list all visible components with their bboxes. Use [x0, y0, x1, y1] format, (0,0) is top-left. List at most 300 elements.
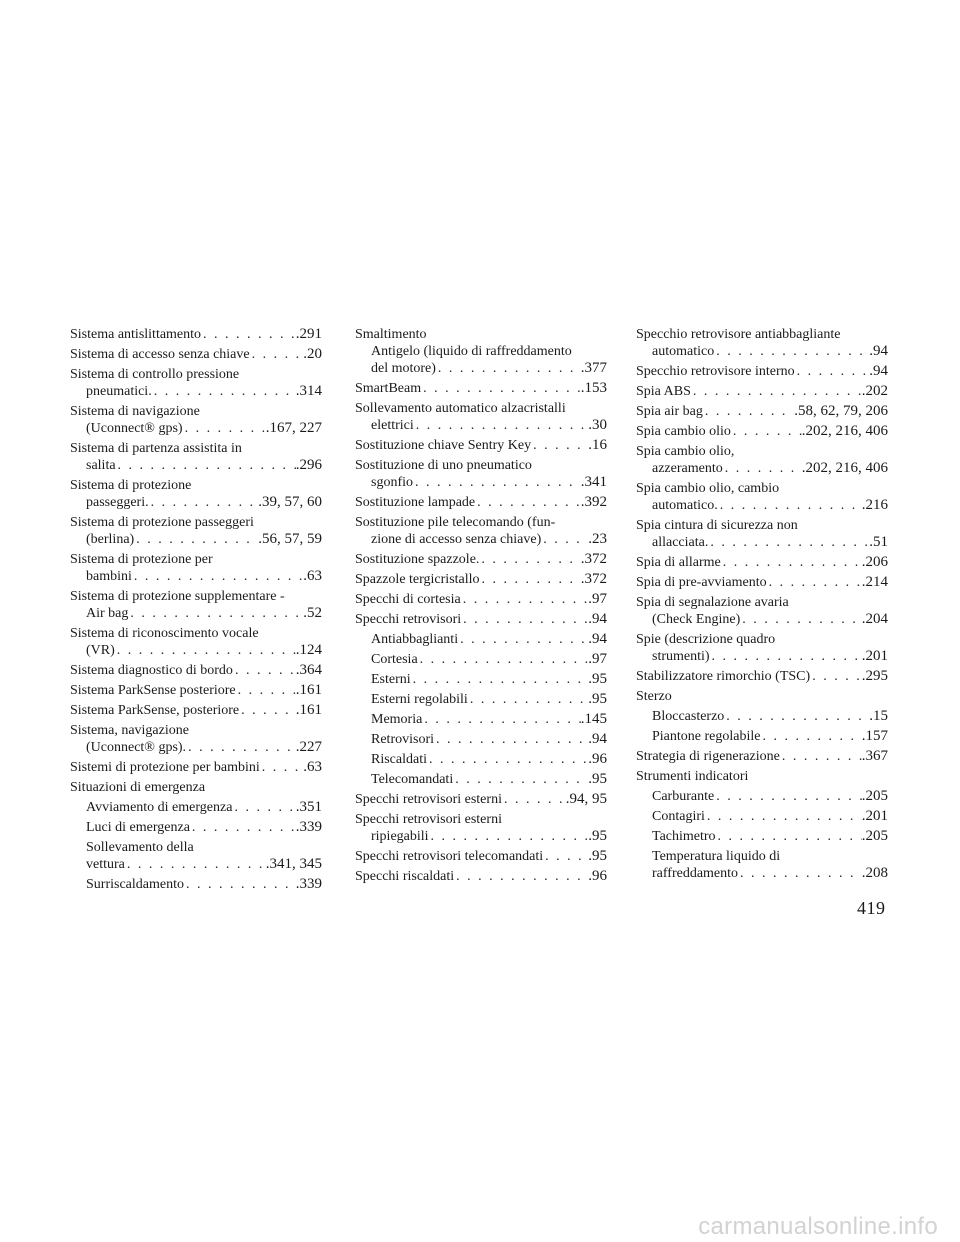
index-entry-text: Sistema di protezione per	[70, 552, 213, 567]
index-entry-page: .16	[588, 437, 607, 453]
dot-leader	[232, 799, 295, 816]
index-entry	[355, 611, 607, 628]
index-entry-text: Carburante	[652, 789, 715, 804]
index-entry	[70, 819, 322, 836]
index-entry	[355, 457, 607, 474]
index-entry-page: .95	[588, 691, 607, 707]
index-entry	[70, 383, 322, 400]
index-entry	[70, 514, 322, 531]
index-entry	[355, 437, 607, 454]
index-entry-page: .95	[588, 848, 607, 864]
dot-leader	[149, 494, 259, 511]
index-entry-text: Sistema ParkSense posteriore	[70, 683, 236, 698]
index-entry	[355, 731, 607, 748]
index-entry	[636, 631, 888, 648]
index-entry-text: Esterni	[371, 672, 411, 687]
dot-leader	[479, 551, 580, 568]
index-entry-page: .367	[861, 748, 888, 764]
dot-leader	[128, 605, 303, 622]
index-column-2	[355, 326, 607, 885]
index-entry-text: Sollevamento automatico alzacristalli	[355, 401, 566, 416]
index-entry-text: azzeramento	[652, 461, 723, 476]
index-entry	[636, 648, 888, 665]
index-entry-text: Sistema di navigazione	[70, 404, 200, 419]
index-entry-page: .296	[295, 457, 322, 473]
index-entry	[70, 856, 322, 873]
dot-leader	[250, 346, 304, 363]
dot-leader	[480, 571, 581, 588]
index-entry-text: (Uconnect® gps)	[86, 421, 183, 436]
dot-leader	[239, 702, 296, 719]
index-entry	[355, 531, 607, 548]
index-entry-text: Surriscaldamento	[86, 877, 184, 892]
index-entry-text: Sistema di protezione supplementare -	[70, 589, 285, 604]
index-entry	[355, 771, 607, 788]
dot-leader	[421, 380, 581, 397]
index-entry-text: automatico.	[652, 498, 718, 513]
index-entry	[70, 839, 322, 856]
index-entry-page: .205	[861, 828, 888, 844]
index-entry-text: Retrovisori	[371, 732, 434, 747]
index-entry	[636, 748, 888, 765]
index-entry	[636, 403, 888, 420]
index-entry-text: Avviamento di emergenza	[86, 800, 233, 815]
index-entry-text: Specchi retrovisori esterni	[355, 792, 502, 807]
index-entry	[636, 343, 888, 360]
index-entry-page: .364	[295, 662, 322, 678]
index-entry	[70, 876, 322, 893]
index-entry-page: .94	[588, 611, 607, 627]
index-entry-text: ripiegabili	[371, 829, 429, 844]
index-entry-text: Sollevamento della	[86, 840, 194, 855]
index-entry	[636, 865, 888, 882]
index-entry-text: automatico	[652, 344, 715, 359]
index-entry	[636, 363, 888, 380]
index-entry	[355, 343, 607, 360]
index-entry-page: .15	[869, 708, 888, 724]
index-entry-text: (berlina)	[86, 532, 135, 547]
dot-leader	[703, 403, 794, 420]
index-entry-page: .63	[303, 568, 322, 584]
index-entry-text: raffreddamento	[652, 866, 739, 881]
index-entry-text: Specchi retrovisori esterni	[355, 812, 502, 827]
index-entry	[355, 571, 607, 588]
dot-leader	[541, 531, 588, 548]
index-entry-page: .157	[861, 728, 888, 744]
index-entry-text: Piantone regolabile	[652, 729, 761, 744]
index-entry	[355, 417, 607, 434]
index-entry-page: .161	[295, 682, 322, 698]
dot-leader	[708, 534, 869, 551]
index-entry-text: vettura	[86, 857, 125, 872]
index-entry	[355, 691, 607, 708]
index-entry-text: Spia cambio olio,	[636, 444, 735, 459]
index-entry	[636, 460, 888, 477]
index-entry	[636, 828, 888, 845]
index-entry-text: allacciata.	[652, 535, 709, 550]
index-entry-text: (Uconnect® gps).	[86, 740, 187, 755]
index-entry	[636, 594, 888, 611]
index-entry	[70, 440, 322, 457]
dot-leader	[436, 360, 581, 377]
dot-leader	[186, 739, 296, 756]
index-entry	[355, 551, 607, 568]
index-entry-page: .341, 345	[265, 856, 322, 872]
index-entry	[636, 443, 888, 460]
dot-leader	[461, 611, 588, 628]
index-entry	[636, 611, 888, 628]
index-entry-text: Spia di allarme	[636, 555, 721, 570]
index-entry	[636, 574, 888, 591]
dot-leader	[413, 474, 581, 491]
index-entry	[355, 671, 607, 688]
index-entry	[70, 739, 322, 756]
index-entry-text: Cortesia	[371, 652, 418, 667]
dot-leader	[134, 531, 258, 548]
index-entry-text: Spie (descrizione quadro	[636, 632, 776, 647]
dot-leader	[411, 671, 589, 688]
dot-leader	[468, 691, 588, 708]
index-entry-text: Smaltimento	[355, 327, 427, 342]
index-entry-text: strumenti)	[652, 649, 710, 664]
index-entry	[70, 494, 322, 511]
index-entry-page: .214	[861, 574, 888, 590]
index-entry-text: Sistema di accesso senza chiave	[70, 347, 250, 362]
index-entry-page: .201	[861, 808, 888, 824]
dot-leader	[731, 423, 802, 440]
index-entry-text: Specchi retrovisori	[355, 612, 462, 627]
index-entry	[636, 708, 888, 725]
index-entry-text: Spia ABS	[636, 384, 691, 399]
index-entry-text: Sostituzione spazzole.	[355, 552, 480, 567]
index-entry	[355, 494, 607, 511]
index-entry-text: SmartBeam	[355, 381, 422, 396]
index-entry	[636, 688, 888, 705]
dot-leader	[721, 554, 862, 571]
index-entry-page: .145	[580, 711, 607, 727]
dot-leader	[461, 591, 589, 608]
index-entry-text: Antiabbaglianti	[371, 632, 459, 647]
dot-leader	[190, 819, 296, 836]
dot-leader	[740, 611, 862, 628]
index-entry-text: Specchi retrovisori telecomandati	[355, 849, 544, 864]
index-entry	[355, 828, 607, 845]
page-number: 419	[857, 898, 886, 918]
index-entry-page: .94, 95	[565, 791, 607, 807]
index-entry-page: .291	[295, 326, 322, 342]
dot-leader	[453, 771, 588, 788]
dot-leader	[767, 574, 862, 591]
index-entry-text: bambini	[86, 569, 132, 584]
index-entry-text: Luci di emergenza	[86, 820, 190, 835]
dot-leader	[429, 828, 589, 845]
index-entry	[70, 326, 322, 343]
index-entry	[70, 457, 322, 474]
dot-leader	[427, 751, 588, 768]
dot-leader	[233, 662, 296, 679]
index-entry	[355, 474, 607, 491]
index-entry-text: Spia cambio olio, cambio	[636, 481, 780, 496]
index-entry-text: Specchi di cortesia	[355, 592, 461, 607]
index-entry	[355, 791, 607, 808]
index-entry-text: pneumatici.	[86, 384, 152, 399]
index-entry-page: .124	[295, 642, 322, 658]
index-entry	[636, 554, 888, 571]
index-entry-page: .63	[303, 759, 322, 775]
index-entry-page: .202, 216, 406	[801, 423, 888, 439]
index-entry-text: Spazzole tergicristallo	[355, 572, 480, 587]
index-entry-text: Sostituzione pile telecomando (fun-	[355, 515, 556, 530]
index-entry-page: .392	[580, 494, 607, 510]
index-entry-text: Air bag	[86, 606, 129, 621]
index-entry-text: (Check Engine)	[652, 612, 741, 627]
dot-leader	[115, 642, 296, 659]
index-entry-text: Sistema antislittamento	[70, 327, 202, 342]
index-entry-page: .56, 57, 59	[258, 531, 322, 547]
index-entry-text: sgonfio	[371, 475, 413, 490]
index-entry	[636, 480, 888, 497]
index-entry-text: Sistema di partenza assistita in	[70, 441, 242, 456]
index-entry-text: Bloccasterzo	[652, 709, 725, 724]
index-entry	[70, 366, 322, 383]
index-entry-text: passeggeri.	[86, 495, 149, 510]
index-entry-page: .97	[588, 651, 607, 667]
index-entry-text: Spia cambio olio	[636, 424, 731, 439]
dot-leader	[810, 668, 862, 685]
dot-leader	[716, 828, 862, 845]
index-entry	[70, 682, 322, 699]
index-entry-page: .206	[861, 554, 888, 570]
index-entry-text: Riscaldati	[371, 752, 427, 767]
index-entry	[355, 360, 607, 377]
index-entry-page: .204	[861, 611, 888, 627]
dot-leader	[116, 457, 296, 474]
index-entry	[70, 420, 322, 437]
index-entry-text: (VR)	[86, 643, 115, 658]
index-entry-page: .295	[861, 668, 888, 684]
index-entry-page: .208	[861, 865, 888, 881]
index-entry-text: zione di accesso senza chiave)	[371, 532, 542, 547]
index-entry-page: .161	[295, 702, 322, 718]
index-entry	[355, 751, 607, 768]
index-entry-page: .95	[588, 828, 607, 844]
index-entry	[355, 631, 607, 648]
dot-leader	[458, 631, 588, 648]
index-entry	[355, 811, 607, 828]
index-entry	[636, 668, 888, 685]
index-entry-page: .95	[588, 671, 607, 687]
index-entry-text: del motore)	[371, 361, 436, 376]
index-entry-text: Sistema ParkSense, posteriore	[70, 703, 240, 718]
index-entry	[70, 779, 322, 796]
index-entry-page: .216	[861, 497, 888, 513]
dot-leader	[418, 651, 589, 668]
index-entry-page: .202	[861, 383, 888, 399]
dot-leader	[723, 460, 802, 477]
index-entry-text: Temperatura liquido di	[652, 849, 781, 864]
dot-leader	[710, 648, 862, 665]
index-entry-page: .30	[588, 417, 607, 433]
dot-leader	[152, 383, 296, 400]
index-entry	[355, 711, 607, 728]
index-entry-text: Sistema di controllo pressione	[70, 367, 240, 382]
dot-leader	[543, 848, 588, 865]
index-entry-page: .201	[861, 648, 888, 664]
index-entry	[70, 605, 322, 622]
index-entry	[70, 531, 322, 548]
index-entry	[355, 848, 607, 865]
dot-leader	[780, 748, 862, 765]
index-entry-text: Spia air bag	[636, 404, 703, 419]
dot-leader	[531, 437, 588, 454]
dot-leader	[738, 865, 862, 882]
index-entry	[70, 642, 322, 659]
index-entry-page: .95	[588, 771, 607, 787]
index-entry	[70, 799, 322, 816]
index-entry	[355, 400, 607, 417]
index-entry-page: .372	[580, 571, 607, 587]
index-entry-text: Stabilizzatore rimorchio (TSC)	[636, 669, 811, 684]
index-entry-text: Sistema diagnostico di bordo	[70, 663, 233, 678]
index-entry	[70, 722, 322, 739]
index-entry-text: Specchio retrovisore interno	[636, 364, 795, 379]
watermark: carmanualsonline.info	[698, 1213, 938, 1240]
dot-leader	[125, 856, 266, 873]
index-entry-text: Antigelo (liquido di raffreddamento	[371, 344, 572, 359]
index-entry-page: .341	[580, 474, 607, 490]
dot-leader	[184, 876, 296, 893]
index-entry	[636, 383, 888, 400]
index-entry	[355, 591, 607, 608]
index-entry-page: .314	[295, 383, 322, 399]
dot-leader	[714, 343, 869, 360]
index-entry-page: .202, 216, 406	[801, 460, 888, 476]
index-entry-text: Contagiri	[652, 809, 705, 824]
dot-leader	[502, 791, 566, 808]
index-entry-text: Specchio retrovisore antiabbagliante	[636, 327, 841, 342]
index-entry	[636, 808, 888, 825]
index-entry-page: .153	[580, 380, 607, 396]
index-entry	[636, 788, 888, 805]
index-entry-text: Sistema di riconoscimento vocale	[70, 626, 259, 641]
dot-leader	[201, 326, 296, 343]
index-entry-page: .94	[588, 631, 607, 647]
index-entry	[70, 759, 322, 776]
dot-leader	[236, 682, 296, 699]
dot-leader	[475, 494, 581, 511]
dot-leader	[454, 868, 588, 885]
index-entry	[355, 380, 607, 397]
dot-leader	[691, 383, 862, 400]
index-entry-page: .377	[580, 360, 607, 376]
dot-leader	[714, 788, 862, 805]
index-entry-text: Sterzo	[636, 689, 672, 704]
index-entry	[355, 326, 607, 343]
index-entry	[70, 625, 322, 642]
index-entry-text: Strumenti indicatori	[636, 769, 749, 784]
index-entry-page: .372	[580, 551, 607, 567]
index-entry-text: Tachimetro	[652, 829, 716, 844]
index-column-1	[70, 326, 322, 893]
index-entry	[636, 768, 888, 785]
index-entry	[636, 497, 888, 514]
dot-leader	[705, 808, 862, 825]
index-entry	[636, 517, 888, 534]
index-entry	[636, 848, 888, 865]
index-entry-page: .205	[861, 788, 888, 804]
index-entry	[70, 702, 322, 719]
dot-leader	[760, 728, 861, 745]
index-entry-text: Spia di segnalazione avaria	[636, 595, 789, 610]
index-entry-text: Telecomandati	[371, 772, 454, 787]
index-entry-text: Sostituzione di uno pneumatico	[355, 458, 532, 473]
index-entry-page: .96	[588, 751, 607, 767]
index-entry-page: .96	[588, 868, 607, 884]
index-entry-text: Sistema di protezione passeggeri	[70, 515, 254, 530]
dot-leader	[718, 497, 862, 514]
index-entry-page: .94	[869, 363, 888, 379]
index-entry	[636, 534, 888, 551]
dot-leader	[183, 420, 266, 437]
index-entry-text: Esterni regolabili	[371, 692, 468, 707]
index-entry-page: .51	[869, 534, 888, 550]
index-entry-page: .227	[295, 739, 322, 755]
index-entry-text: Memoria	[371, 712, 423, 727]
index-entry-text: Situazioni di emergenza	[70, 780, 206, 795]
index-entry-page: .20	[303, 346, 322, 362]
index-entry	[355, 651, 607, 668]
index-entry-text: salita	[86, 458, 116, 473]
index-entry-text: elettrici	[371, 418, 414, 433]
index-entry	[636, 423, 888, 440]
index-entry	[70, 477, 322, 494]
dot-leader	[795, 363, 870, 380]
index-entry	[70, 568, 322, 585]
index-entry-text: Strategia di rigenerazione	[636, 749, 780, 764]
index-entry-page: .58, 62, 79, 206	[794, 403, 888, 419]
index-entry	[70, 588, 322, 605]
index-entry-text: Spia di pre-avviamento	[636, 575, 767, 590]
dot-leader	[414, 417, 588, 434]
index-entry-page: .23	[588, 531, 607, 547]
index-entry-page: .339	[295, 876, 322, 892]
index-entry-text: Spia cintura di sicurezza non	[636, 518, 798, 533]
index-entry-page: .94	[588, 731, 607, 747]
index-entry-text: Specchi riscaldati	[355, 869, 455, 884]
index-entry	[70, 403, 322, 420]
index-entry	[636, 326, 888, 343]
index-entry	[636, 728, 888, 745]
index-entry-page: .94	[869, 343, 888, 359]
dot-leader	[422, 711, 580, 728]
index-entry-text: Sostituzione lampade	[355, 495, 476, 510]
index-entry-text: Sostituzione chiave Sentry Key	[355, 438, 532, 453]
dot-leader	[724, 708, 869, 725]
index-entry	[70, 662, 322, 679]
dot-leader	[434, 731, 588, 748]
index-entry-page: .167, 227	[265, 420, 322, 436]
index-entry-page: .39, 57, 60	[258, 494, 322, 510]
index-entry	[355, 514, 607, 531]
dot-leader	[132, 568, 303, 585]
index-entry-text: Sistema, navigazione	[70, 723, 189, 738]
index-entry	[355, 868, 607, 885]
index-column-3	[636, 326, 888, 882]
dot-leader	[260, 759, 304, 776]
index-entry-page: .52	[303, 605, 322, 621]
index-entry	[70, 551, 322, 568]
index-entry-page: .339	[295, 819, 322, 835]
